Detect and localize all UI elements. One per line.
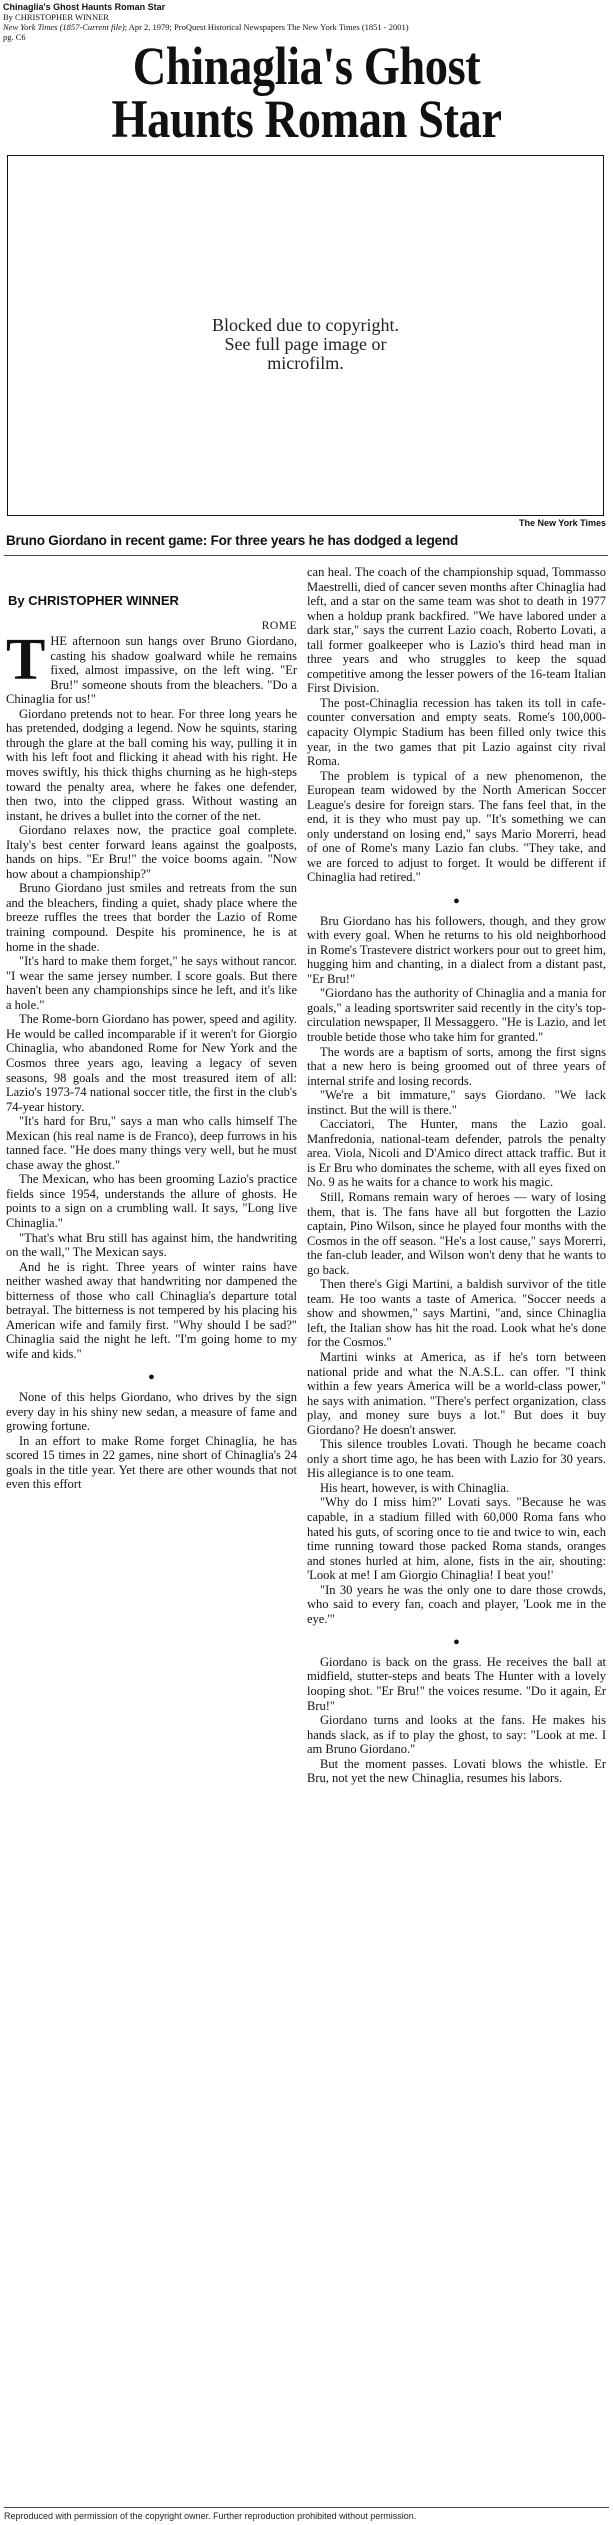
drop-cap: T	[6, 626, 46, 693]
article-paragraph: Giordano turns and looks at the fans. He makes his hands slack, as if to play the ghost, to say: "Look at me. I am Bruno Giordano."	[307, 1713, 606, 1757]
copyright-notice	[8, 316, 603, 373]
lead-text: HE afternoon sun hangs over Bruno Giordano, casting his shadow goalward while he remains fixed, almost impassive, on the left wing. "Er Bru!" someone shouts from the bleachers. "Do a Chinaglia for us!"	[6, 634, 297, 707]
article-paragraph: "That's what Bru still has against him, the handwriting on the wall," The Mexican says.	[6, 1230, 297, 1260]
article-paragraph: "Giordano has the authority of Chinaglia and a mania for goals," a leading sportswriter said recently in the city's top-circulation newspaper, Il Messaggero. "He is Lazio, and let trouble betide those who take him for granted."	[307, 986, 606, 1044]
photo-caption: Bruno Giordano in recent game: For three years he has dodged a legend	[6, 533, 459, 548]
copyright-line-3: microfilm.	[267, 353, 344, 373]
article-paragraph: "We're a bit immature," says Giordano. "We lack instinct. But the will is there."	[307, 1088, 606, 1117]
photo-credit: The New York Times	[518, 518, 606, 528]
section-separator: ●	[148, 1371, 155, 1384]
article-paragraph: Still, Romans remain wary of heroes — wary of losing them, that is. The fans have all but forgotten the Lazio captain, Pino Wilson, since he played four months with the Cosmos in the off season. "He's a lost cause," says Morerri, the fan-club leader, and Wilson won't deny that he wants to go back.	[307, 1189, 606, 1277]
citation-page: pg. C6	[3, 32, 26, 42]
article-paragraph	[6, 626, 297, 707]
article-column-1	[6, 582, 297, 1492]
article-paragraph: Martini winks at America, as if he's torn between national pride and what the N.A.S.L. can offer. "I think within a few years America will be a world-class power," he says with animation. "There's perfect organization, class play, and money sure buys a lot." But does it buy Giordano? He doesn't answer.	[307, 1349, 606, 1437]
article-dateline: ROME	[261, 619, 297, 632]
article-paragraph: "In 30 years he was the only one to dare those crowds, who said to every fan, coach and player, 'Look me in the eye.'"	[307, 1582, 606, 1626]
article-paragraph: In an effort to make Rome forget Chinaglia, he has scored 15 times in 22 games, nine short of Chinaglia's 24 goals in the title year. Yet there are other wounds that not even this effort	[6, 1433, 297, 1492]
citation-source	[3, 22, 607, 32]
article-paragraph: Bru Giordano has his followers, though, and they grow with every goal. When he returns to his old neighborhood in Rome's Trastevere district workers pour out to greet him, hugging him and chanting, in a dialect from a distant past, "Er Bru!"	[307, 913, 606, 986]
article-paragraph: Then there's Gigi Martini, a baldish survivor of the title team. He too wants a taste of America. "Soccer needs a show and showmen," says Martini, "and, since Chinaglia left, the Italian show has hit the road. Look what he's done for the Cosmos."	[307, 1277, 606, 1350]
article-paragraph: The words are a baptism of sorts, among the first signs that a new hero is being groomed out of three years of internal strife and losing records.	[307, 1044, 606, 1088]
citation-title: Chinaglia's Ghost Haunts Roman Star	[3, 2, 166, 12]
article-paragraph: None of this helps Giordano, who drives by the sign every day in his shiny new sedan, a measure of fame and growing fortune.	[6, 1389, 297, 1434]
reproduction-notice: Reproduced with permission of the copyright owner. Further reproduction prohibited without permission.	[4, 2507, 609, 2521]
article-paragraph: And he is right. Three years of winter rains have neither washed away that handwriting nor dampened the bitterness of those who call Chinaglia's departure total betrayal. The bitterness is not tempered by his placing his American wife and family first. "Why should I be sad?" Chinaglia said the night he left. "I'm going home to my wife and kids."	[6, 1259, 297, 1361]
article-byline: By CHRISTOPHER WINNER	[8, 593, 179, 608]
section-separator: ●	[453, 895, 460, 908]
article-paragraph: "It's hard to make them forget," he says without rancor. "I wear the same jersey number. I score goals. But there haven't been any championships since he left, and it's like a hole."	[6, 954, 297, 1012]
article-column-2	[307, 565, 606, 1786]
article-paragraph: Giordano relaxes now, the practice goal complete. Italy's best center forward leans against the goalposts, hands on hips. "Er Bru!" the voice booms again. "Now how about a championship?"	[6, 823, 297, 881]
article-paragraph: The Rome-born Giordano has power, speed and agility. He would be called incomparable if it weren't for Giorgio Chinaglia, who abandoned Rome for New York and the Cosmos three years ago, leaving a legacy of seven seasons, 98 goals and the most treasured item of all: Lazio's 1973-74 national soccer title, the first in the club's 74-year history.	[6, 1012, 297, 1114]
headline-line-1: Chinaglia's Ghost	[132, 36, 481, 96]
article-paragraph: Giordano pretends not to hear. For three long years he has pretended, dodging a legend. Now he squints, staring through the glare at the ball coming his way, pulling it in with his left foot and flicking it ahead with his right. He moves swiftly, his thick thighs churning as he high-steps toward the penalty area, where he fakes one defender, then two, into the clipped grass. Without wasting an instant, he drives a bullet into the corner of the net.	[6, 706, 297, 823]
citation-paper: New York Times (1857-Current file)	[3, 22, 125, 32]
article-paragraph: can heal. The coach of the championship squad, Tommasso Maestrelli, died of cancer seven months after Chinaglia had left, and a star on the same team was shot to death in 1977 when a holdup prank backfired. "We have labored under a dark star," says the current Lazio coach, Roberto Lovati, a tall former goalkeeper who is Lazio's third head man in three years and who struggles to keep the squad competitive among the lesser powers of the 16-team Italian First Division.	[307, 565, 606, 696]
article-paragraph: Bruno Giordano just smiles and retreats from the sun and the bleachers, finding a quiet, shady place where the breeze ruffles the trees that border the Lazio of Rome training compound. Despite his prominence, he is at home in the shade.	[6, 881, 297, 954]
article-paragraph: His heart, however, is with Chinaglia.	[320, 1480, 510, 1495]
article-paragraph: Giordano is back on the grass. He receives the ball at midfield, stutter-steps and beats The Hunter with a lovely looping shot. "Er Bru!" the voices resume. "Do it again, Er Bru!"	[307, 1654, 606, 1713]
caption-rule	[4, 555, 608, 556]
article-paragraph: "Why do I miss him?" Lovati says. "Because he was capable, in a stadium filled with 60,000 Roma fans who hated his guts, of scoring once to tie and twice to win, each time running toward those packed Roma stands, oranges and stones hurled at him, alone, fists in the air, shouting: 'Look at me! I am Giorgio Chinaglia! I beat you!'	[307, 1495, 606, 1583]
article-paragraph: This silence troubles Lovati. Though he became coach only a short time ago, he has been with Lazio for 30 years. His allegiance is to one team.	[307, 1437, 606, 1481]
headline-line-2: Haunts Roman Star	[111, 89, 502, 149]
article-paragraph: The post-Chinaglia recession has taken its toll in cafe-counter conversation and empty seats. Rome's 100,000-capacity Olympic Stadium has been filled only twice this year, in the two games that pit Lazio against city rival Roma.	[307, 695, 606, 769]
article-paragraph: The problem is typical of a new phenomenon, the European team widowed by the North American Soccer League's desire for foreign stars. The fans feel that, in the end, it is they who must pay up. "It's something we can only understand on losing end," says Mario Morerri, head of one of Rome's many Lazio fan clubs. "They take, and we are forced to adjust to forget. It would be different if Chinaglia had retired."	[307, 768, 606, 885]
article-paragraph: Cacciatori, The Hunter, mans the Lazio goal. Manfredonia, national-team defender, patrols the penalty area. Viola, Nicoli and D'Amico direct attack traffic. But it is Er Bru who dominates the scheme, with all eyes fixed on No. 9 as he waits for a chance to work his magic.	[307, 1117, 606, 1190]
article-paragraph: "It's hard for Bru," says a man who calls himself The Mexican (his real name is de Franco), deep furrows in his tanned face. "He does many things very well, but he must chase away the ghost."	[6, 1114, 297, 1172]
copyright-line-1: Blocked due to copyright.	[212, 315, 399, 335]
citation-byline: By CHRISTOPHER WINNER	[3, 12, 109, 22]
section-separator: ●	[453, 1636, 460, 1649]
copyright-line-2: See full page image or	[224, 334, 387, 354]
citation-details: ; Apr 2, 1979; ProQuest Historical Newspapers The New York Times (1851 - 2001)	[124, 22, 409, 32]
article-paragraph: But the moment passes. Lovati blows the whistle. Er Bru, not yet the new Chinaglia, resumes his labors.	[307, 1756, 606, 1786]
article-paragraph: The Mexican, who has been grooming Lazio's practice fields since 1954, understands the allure of ghosts. He points to a sign on a crumbling wall. It says, "Long live Chinaglia."	[6, 1172, 297, 1230]
photo-placeholder	[7, 155, 604, 516]
headline	[43, 36, 570, 149]
